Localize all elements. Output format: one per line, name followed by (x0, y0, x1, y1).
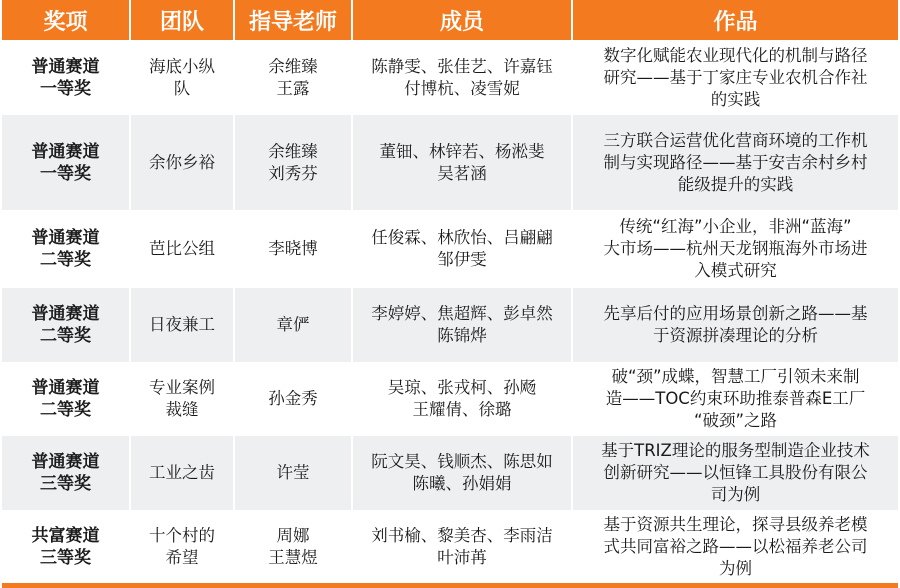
members-line: 刘书榆、黎美杏、李雨洁 (371, 525, 553, 545)
members-cell (352, 288, 572, 362)
work-line: 造——TOC约束环助推泰普森E工厂 (605, 389, 866, 408)
members-line: 任俊霖、林欣怡、吕翩翩 (371, 228, 553, 247)
table-row (2, 436, 898, 510)
table-row (2, 115, 898, 210)
members-line: 阮文昊、钱顺杰、陈思如 (371, 452, 553, 471)
award-line: 一等奖 (40, 163, 91, 184)
members-line: 王耀倩、徐璐 (412, 400, 512, 419)
tutor-line: 李晓博 (268, 239, 318, 258)
header-team: 团队 (130, 0, 234, 40)
award-line: 一等奖 (40, 78, 91, 99)
team-cell (130, 436, 234, 510)
award-table (2, 0, 898, 583)
work-cell (572, 510, 898, 583)
tutor-line: 王露 (276, 78, 310, 98)
tutor-line: 王慧煜 (268, 547, 318, 567)
award-line: 共富赛道 (31, 525, 100, 546)
award-line: 三等奖 (40, 474, 91, 494)
award-line: 普通赛道 (31, 378, 100, 398)
work-line: 大市场——杭州天龙钢瓶海外市场进 (603, 239, 868, 258)
award-line: 普通赛道 (31, 141, 100, 162)
work-line: 基于资源共生理论，探寻县级养老模 (603, 514, 868, 534)
members-cell (352, 115, 572, 210)
work-line: 传统“红海”小企业，非洲“蓝海” (619, 217, 852, 236)
tutor-line: 周娜 (276, 525, 310, 545)
work-line: 能级提升的实践 (677, 174, 794, 194)
award-cell (2, 362, 130, 436)
work-line: 式共同富裕之路——以松福养老公司 (603, 536, 868, 556)
tutor-line: 章俨 (276, 315, 310, 334)
members-line: 陈锦烨 (437, 326, 487, 345)
work-line: “破颈”之路 (693, 411, 778, 430)
team-line: 余你乡裕 (149, 152, 215, 172)
work-line: 为例 (719, 558, 752, 578)
members-line: 陈静雯、张佳艺、许嘉钰 (371, 56, 553, 76)
award-line: 普通赛道 (31, 56, 100, 77)
members-line: 董钿、林锌若、杨淞斐 (379, 141, 545, 161)
team-cell (130, 288, 234, 362)
team-cell (130, 115, 234, 210)
table-row (2, 288, 898, 362)
header-award: 奖项 (2, 0, 130, 40)
tutor-cell (234, 436, 352, 510)
table-row (2, 40, 898, 115)
members-cell (352, 40, 572, 115)
work-line: 司为例 (710, 485, 761, 504)
work-line: 三方联合运营优化营商环境的工作机 (603, 130, 868, 150)
team-line: 海底小纵 (149, 56, 215, 76)
team-cell (130, 362, 234, 436)
table-bottom-border (2, 583, 898, 588)
award-line: 二等奖 (40, 250, 91, 270)
members-line: 叶沛苒 (437, 547, 487, 567)
award-line: 普通赛道 (31, 304, 100, 324)
tutor-cell (234, 40, 352, 115)
members-cell (352, 510, 572, 583)
members-line: 吴琼、张戎柯、孙飏 (387, 378, 537, 397)
work-line: 破“颈”成蝶，智慧工厂引领未来制 (611, 367, 860, 386)
award-line: 二等奖 (40, 326, 91, 346)
award-line: 普通赛道 (31, 228, 100, 248)
work-line: 数字化赋能农业现代化的机制与路径 (603, 45, 868, 65)
table-row (2, 210, 898, 288)
work-cell (572, 40, 898, 115)
work-line: 研究——基于丁家庄专业农机合作社 (603, 67, 868, 87)
header-tutor: 指导老师 (234, 0, 352, 40)
work-cell (572, 436, 898, 510)
team-line: 裁缝 (165, 400, 199, 419)
team-cell (130, 40, 234, 115)
tutor-line: 许莹 (276, 463, 310, 482)
work-cell (572, 210, 898, 288)
team-line: 日夜兼工 (149, 315, 215, 334)
work-line: 先享后付的应用场景创新之路——基 (603, 304, 868, 323)
team-line: 希望 (165, 547, 199, 567)
award-line: 三等奖 (40, 547, 91, 568)
members-line: 吴茗涵 (437, 163, 487, 183)
tutor-line: 余维臻 (268, 141, 318, 161)
header-work: 作品 (572, 0, 898, 40)
team-line: 十个村的 (149, 525, 215, 545)
team-line: 专业案例 (149, 378, 215, 397)
tutor-line: 孙金秀 (268, 389, 318, 408)
work-line: 入模式研究 (694, 261, 777, 280)
award-cell (2, 436, 130, 510)
members-line: 李婷婷、焦超辉、彭卓然 (371, 304, 553, 323)
work-line: 制与实现路径——基于安吉余村乡村 (603, 152, 868, 172)
work-line: 的实践 (710, 89, 761, 109)
members-line: 付博杭、凌雪妮 (404, 78, 520, 98)
tutor-line: 余维臻 (268, 56, 318, 76)
award-cell (2, 288, 130, 362)
members-cell (352, 362, 572, 436)
tutor-cell (234, 288, 352, 362)
tutor-cell (234, 210, 352, 288)
award-line: 二等奖 (40, 400, 91, 420)
work-cell (572, 288, 898, 362)
tutor-cell (234, 510, 352, 583)
tutor-cell (234, 115, 352, 210)
award-line: 普通赛道 (31, 452, 100, 472)
tutor-line: 刘秀芬 (268, 163, 318, 183)
team-cell (130, 210, 234, 288)
table-row (2, 510, 898, 583)
team-line: 工业之齿 (149, 463, 215, 482)
members-line: 陈曦、孙娟娟 (412, 474, 512, 493)
work-line: 基于TRIZ理论的服务型制造企业技术 (601, 441, 870, 460)
work-line: 创新研究——以恒锋工具股份有限公 (603, 463, 868, 482)
work-cell (572, 362, 898, 436)
header-row (2, 0, 898, 40)
award-cell (2, 210, 130, 288)
award-cell (2, 40, 130, 115)
members-line: 邹伊雯 (437, 250, 487, 269)
team-cell (130, 510, 234, 583)
work-cell (572, 115, 898, 210)
header-members: 成员 (352, 0, 572, 40)
award-cell (2, 115, 130, 210)
members-cell (352, 210, 572, 288)
team-line: 芭比公组 (149, 239, 215, 258)
award-cell (2, 510, 130, 583)
members-cell (352, 436, 572, 510)
team-line: 队 (173, 78, 191, 98)
table-row (2, 362, 898, 436)
tutor-cell (234, 362, 352, 436)
work-line: 于资源拼凑理论的分析 (653, 326, 818, 345)
